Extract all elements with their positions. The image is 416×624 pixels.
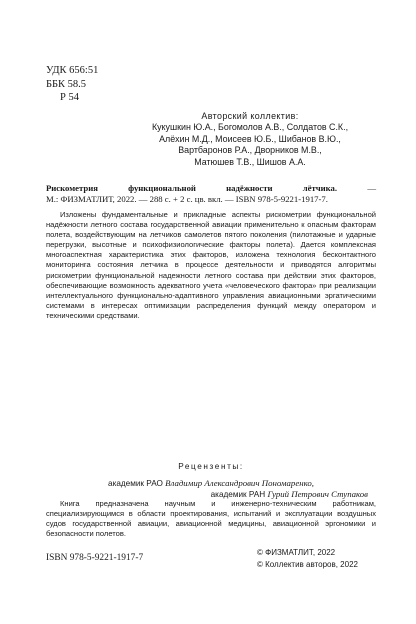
publication-details: М.: ФИЗМАТЛИТ, 2022. — 288 с. + 2 с. цв. вкл. — ISBN 978-5-9221-1917-7. <box>46 194 328 205</box>
audience-paragraph: Книга предназначена научным и инженерно-техническим работникам, специализирующимся в области проектирования, испытаний и эксплуатации воздушных судов государственной авиации, авиационной медицины, авиационной эргономики и безопасности полетов. <box>46 499 376 539</box>
reviewer-1-rank: академик РАО <box>108 479 166 489</box>
author-collective <box>110 111 390 168</box>
reviewer-2-name: Гурий Петрович Ступаков <box>267 489 368 500</box>
reviewer-2-rank: академик РАН <box>210 490 268 500</box>
authors-line: Кукушкин Ю.А., Богомолов А.В., Солдатов С.К., <box>151 122 349 133</box>
abstract <box>46 210 376 321</box>
collective-label: Авторский коллектив: <box>201 111 299 121</box>
reviewers-title: Рецензенты: <box>178 462 244 471</box>
isbn: ISBN 978-5-9221-1917-7 <box>46 553 144 563</box>
citation-head <box>46 183 376 194</box>
copyright-block <box>257 547 358 570</box>
reviewers-block <box>46 461 376 501</box>
reviewer-1-name: Владимир Александрович Пономаренко, <box>165 478 314 489</box>
author-mark: Р 54 <box>60 92 79 103</box>
authors-line: Алёхин М.Д., Моисеев Ю.Б., Шибанов В.Ю., <box>159 133 341 144</box>
authors-line: Матюшев Т.В., Шишов А.А. <box>194 156 306 167</box>
authors-line: Вартбаронов Р.А., Дворников М.В., <box>178 145 322 156</box>
classification-codes <box>46 64 98 105</box>
book-title: Рискометрия функциональной надёжности лётчика. <box>46 183 338 193</box>
bbk-code: ББК 58.5 <box>46 78 87 90</box>
copyright-authors: © Коллектив авторов, 2022 <box>257 559 358 569</box>
bibliographic-citation <box>46 183 376 205</box>
abstract-paragraph: Изложены фундаментальные и прикладные аспекты рискометрии функциональной надёжности летного состава государственной авиации применительно к опасным факторам полета, воздействующим на летчиков самолетов пятого поколения (пилотажные и ударные перегрузки, высотные и психофизиологические факторы полета). Дается комплексная многоаспектная характеристика этих факторов, изложена технология бесконтактного мониторинга состояния летчика в процессе деятельности и приводятся алгоритмы рискометрии функциональной надежности летного состава при действии этих факторов, обеспечивающие возможность адекватного учета «человеческого фактора» при реализации интеллектуального функционально-адаптивного управления авиационными эргатическими системами в интересах оптимизации распределения функций между оператором и техническими средствами. <box>46 210 376 320</box>
audience-note <box>46 499 376 539</box>
copyright-publisher: © ФИЗМАТЛИТ, 2022 <box>257 548 336 557</box>
reviewer-1 <box>46 478 376 489</box>
udc-code: УДК 656:51 <box>46 65 99 76</box>
citation-dash: — <box>367 183 377 193</box>
